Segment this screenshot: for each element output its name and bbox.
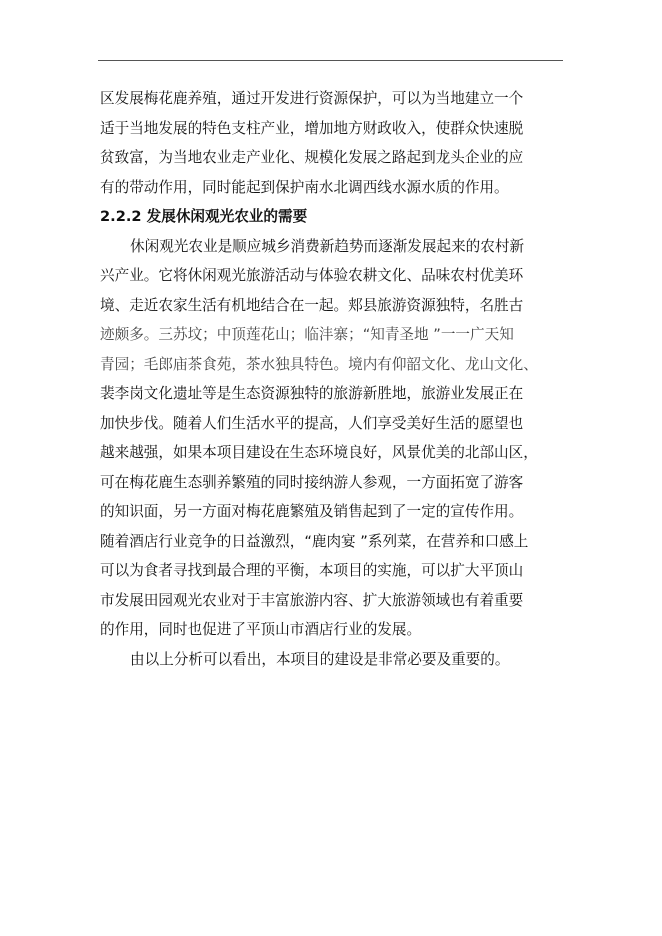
paragraph-line: 越来越强，如果本项目建设在生态环境良好，风景优美的北部山区， (100, 444, 538, 461)
paragraph-line: 迹颇多。三苏坟；中顶莲花山；临沣寨；“知青圣地 ”一一广天知 (100, 326, 514, 343)
paragraph-line: 的知识面，另一方面对梅花鹿繁殖及销售起到了一定的宣传作用。 (100, 503, 524, 520)
paragraph-line: 区发展梅花鹿养殖，通过开发进行资源保护，可以为当地建立一个 (100, 90, 524, 107)
paragraph-line: 裴李岗文化遗址等是生态资源独特的旅游新胜地，旅游业发展正在 (100, 385, 524, 402)
paragraph-line: 兴产业。它将休闲观光旅游活动与体验农耕文化、品味农村优美环 (100, 267, 524, 284)
document-body (100, 84, 562, 674)
paragraph-line: 有的带动作用，同时能起到保护南水北调西线水源水质的作用。 (100, 178, 509, 196)
paragraph-line: 市发展田园观光农业对于丰富旅游内容、扩大旅游领域也有着重要 (100, 591, 524, 609)
paragraph-line: 随着酒店行业竞争的日益激烈，“鹿肉宴 ”系列菜，在营养和口感上 (100, 532, 529, 550)
paragraph-line: 可在梅花鹿生态驯养繁殖的同时接纳游人参观，一方面拓宽了游客 (100, 473, 524, 491)
paragraph-line: 由以上分析可以看出，本项目的建设是非常必要及重要的。 (130, 650, 510, 668)
paragraph-line: 加快步伐。随着人们生活水平的提高，人们享受美好生活的愿望也 (100, 414, 524, 432)
paragraph-line: 青园；毛郎庙茶食苑，茶水独具特色。境内有仰韶文化、龙山文化、 (100, 355, 538, 373)
paragraph-line: 的作用，同时也促进了平顶山市酒店行业的发展。 (100, 621, 422, 638)
paragraph-line: 贫致富，为当地农业走产业化、规模化发展之路起到龙头企业的应 (100, 149, 524, 166)
paragraph-line: 可以为食者寻找到最合理的平衡，本项目的实施，可以扩大平顶山 (100, 562, 524, 579)
paragraph-line: 境、走近农家生活有机地结合在一起。郏县旅游资源独特，名胜古 (100, 296, 524, 314)
paragraph-line: 休闲观光农业是顺应城乡消费新趋势而逐渐发展起来的农村新 (130, 237, 525, 255)
header-rule (98, 60, 563, 61)
section-heading: 2.2.2 发展休闲观光农业的需要 (100, 208, 308, 225)
paragraph-line: 适于当地发展的特色支柱产业，增加地方财政收入，使群众快速脱 (100, 119, 524, 137)
